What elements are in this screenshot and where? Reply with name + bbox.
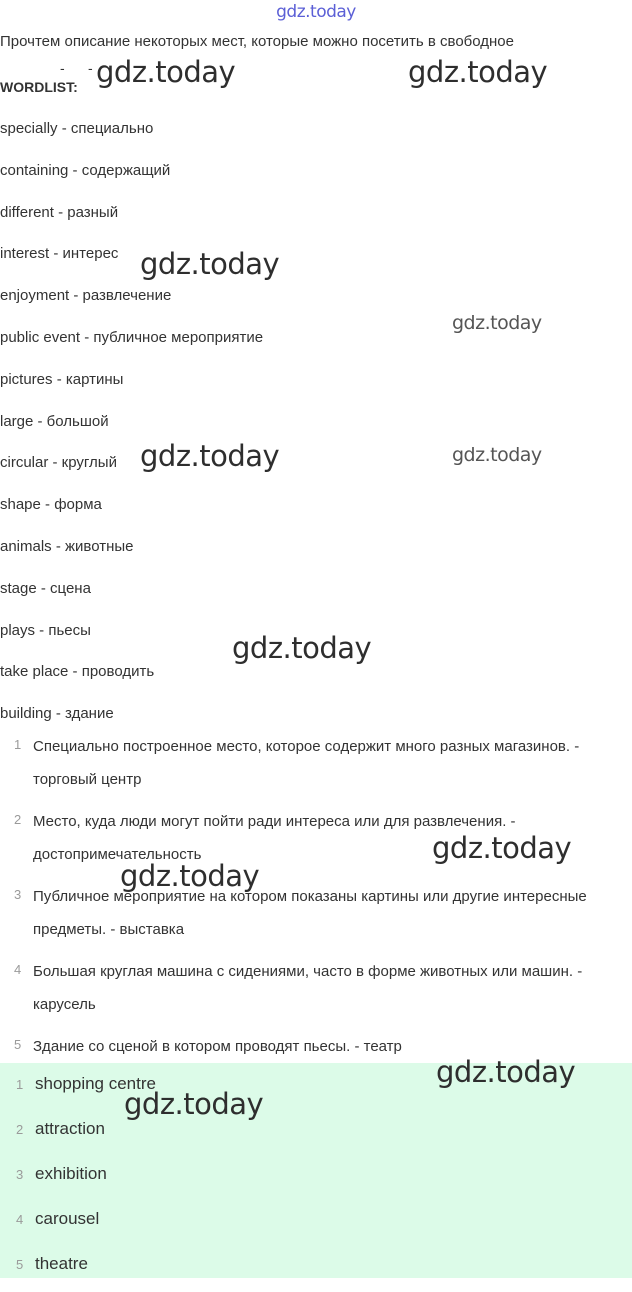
- wordlist-item: containing - содержащий: [0, 161, 171, 179]
- wordlist-item: specially - специально: [0, 120, 154, 137]
- answer-number: 4: [16, 1212, 24, 1227]
- watermark: gdz.today: [436, 1055, 576, 1089]
- wordlist-item: shape - форма: [0, 496, 102, 514]
- definition-text: Здание со сценой в котором проводят пьесы. - театр: [33, 1038, 402, 1055]
- answer-number: 3: [16, 1167, 24, 1182]
- wordlist-item: interest - интерес: [0, 245, 119, 263]
- watermark: gdz.today: [120, 859, 260, 893]
- intro-text: Прочтем описание некоторых мест, которые можно посетить в свободное: [0, 33, 514, 50]
- dash-mark: -: [88, 60, 93, 76]
- watermark: gdz.today: [96, 55, 236, 89]
- wordlist-item: take place - проводить: [0, 663, 155, 681]
- definition-number: 5: [14, 1037, 22, 1052]
- answer-text: exhibition: [35, 1164, 107, 1183]
- answer-text: shopping centre: [35, 1074, 156, 1093]
- definition-item: [0, 955, 620, 1030]
- watermark: gdz.today: [452, 312, 542, 334]
- watermark: gdz.today: [140, 247, 280, 281]
- answer-number: 5: [16, 1257, 24, 1272]
- answer-text: attraction: [35, 1119, 105, 1138]
- watermark: gdz.today: [232, 631, 372, 665]
- watermark: gdz.today: [140, 439, 280, 473]
- wordlist-item: different - разный: [0, 203, 119, 221]
- definition-item: [0, 805, 620, 880]
- wordlist-item: public event - публичное мероприятие: [0, 328, 264, 346]
- top-watermark: gdz.today: [276, 2, 356, 22]
- definition-text: Публичное мероприятие на котором показаны картины или другие интересные предметы. - выставка: [33, 888, 587, 938]
- definitions-list: [0, 730, 620, 1105]
- definition-number: 4: [14, 962, 22, 977]
- wordlist-title: WORDLIST:: [0, 79, 78, 95]
- watermark: gdz.today: [408, 55, 548, 89]
- wordlist-item: stage - сцена: [0, 579, 91, 597]
- definition-text: Большая круглая машина с сидениями, часто в форме животных или машин. - карусель: [33, 963, 583, 1013]
- wordlist-item: pictures - картины: [0, 370, 124, 388]
- answer-number: 1: [16, 1077, 24, 1092]
- dash-mark: -: [60, 60, 65, 76]
- wordlist-item: animals - животные: [0, 537, 134, 555]
- definition-item: [0, 730, 620, 805]
- answer-text: theatre: [35, 1254, 88, 1273]
- watermark: gdz.today: [432, 831, 572, 865]
- definition-number: 3: [14, 887, 22, 902]
- wordlist: [0, 108, 263, 735]
- watermark: gdz.today: [452, 444, 542, 466]
- wordlist-item: enjoyment - развлечение: [0, 287, 172, 305]
- wordlist-item: circular - круглый: [0, 454, 117, 472]
- definition-text: Специально построенное место, которое содержит много разных магазинов. - торговый центр: [33, 738, 580, 788]
- watermark: gdz.today: [124, 1087, 264, 1121]
- definition-number: 1: [14, 737, 22, 752]
- wordlist-item: large - большой: [0, 412, 109, 430]
- wordlist-item: plays - пьесы: [0, 621, 91, 639]
- answer-number: 2: [16, 1122, 24, 1137]
- definition-number: 2: [14, 812, 22, 827]
- definition-item: [0, 880, 620, 955]
- definition-text: Место, куда люди могут пойти ради интереса или для развлечения. - достопримечательность: [33, 813, 516, 863]
- answers-panel: [0, 1063, 632, 1278]
- answer-text: carousel: [35, 1209, 100, 1228]
- wordlist-item: building - здание: [0, 705, 114, 723]
